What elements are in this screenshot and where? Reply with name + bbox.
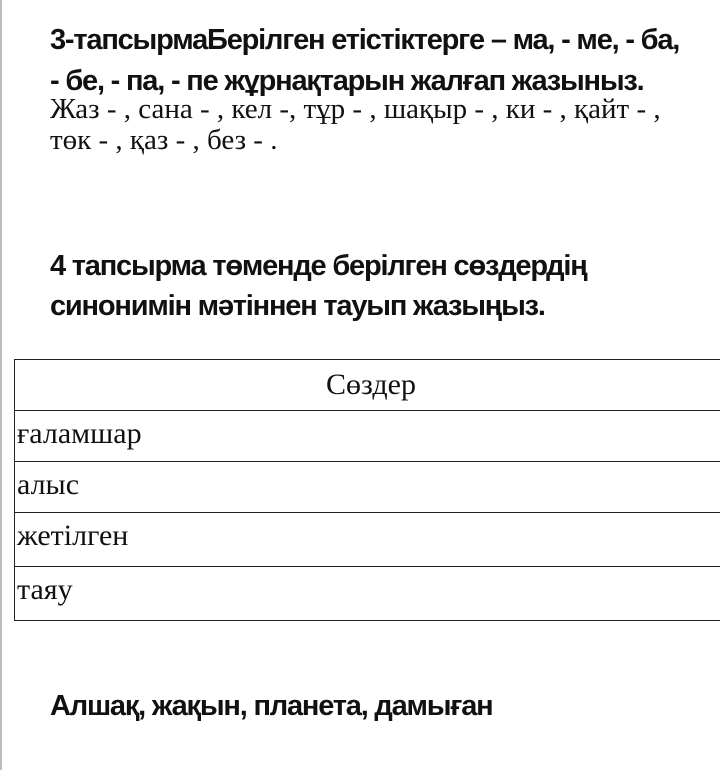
table-row — [15, 411, 720, 462]
task-4-heading: 4 тапсырма төменде берілген сөздердің синонимін мәтіннен тауып жазыңыз. — [50, 250, 587, 322]
table-row — [15, 567, 720, 621]
table-row — [15, 513, 720, 567]
answer-line: Алшақ, жақын, планета, дамыған — [50, 690, 493, 722]
task-3-block — [50, 20, 690, 156]
task-3-verbs: Жаз - , сана - , кел -, тұр - , шақыр - , ки - , қайт - , төк - , қаз - , без - . — [50, 93, 661, 156]
task-4-block — [50, 246, 700, 326]
table-row — [15, 462, 720, 513]
table-cell: ғаламшар — [15, 411, 720, 462]
table-cell: таяу — [15, 567, 720, 621]
table-cell: алыс — [15, 462, 720, 513]
words-table — [14, 359, 720, 621]
table-cell: жетілген — [15, 513, 720, 567]
table-header: Сөздер — [15, 360, 720, 411]
page-left-border — [0, 0, 2, 770]
task-3-heading: 3-тапсырмаБерілген етістіктерге – ма, - ме, - ба, - бе, - па, - пе жұрнақтарын жалғап жазыныз. — [50, 24, 680, 97]
